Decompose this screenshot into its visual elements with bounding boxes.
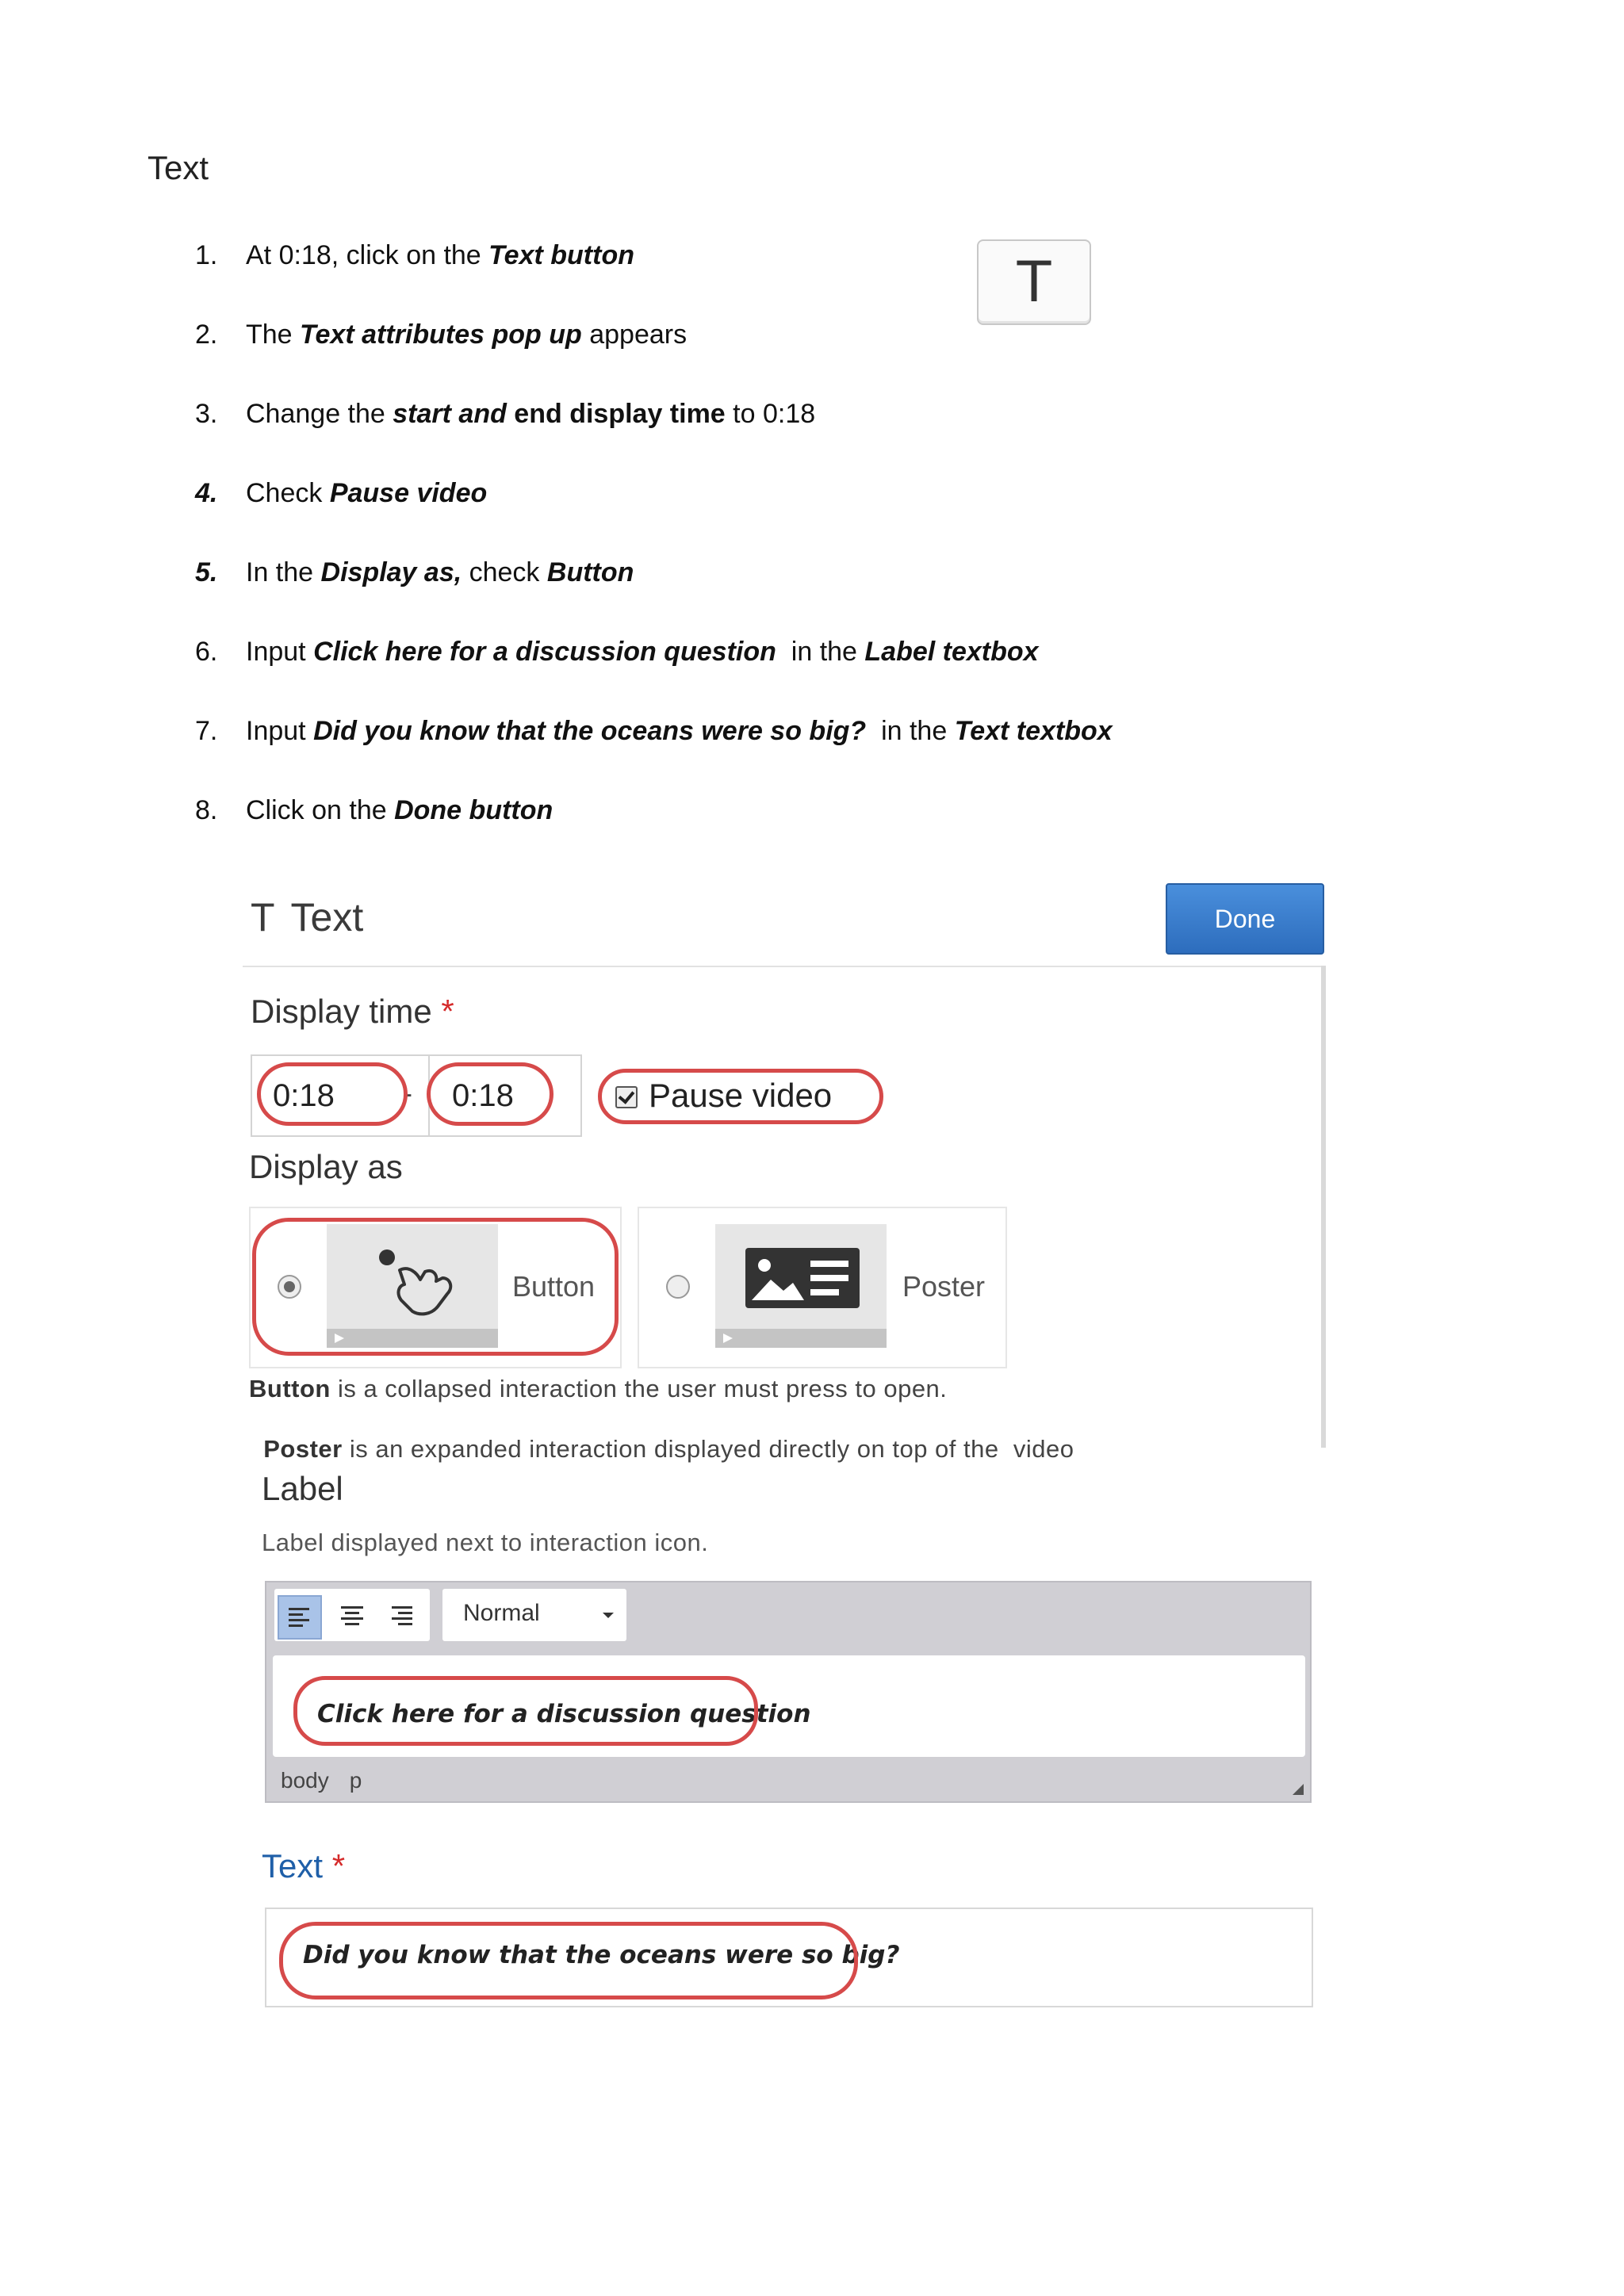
label-hint: Label displayed next to interaction icon. <box>262 1529 709 1556</box>
poster-option-label: Poster <box>902 1270 986 1303</box>
poster-description: Poster is an expanded interaction displayed directly on top of the video <box>263 1435 1074 1463</box>
step-3: 3. Change the start and end display time to 0:18 <box>195 399 816 429</box>
align-center-button[interactable] <box>331 1595 373 1636</box>
align-right-button[interactable] <box>381 1595 422 1636</box>
panel-scroll-edge <box>1321 966 1326 1448</box>
end-time-highlight <box>427 1062 553 1126</box>
thumbnail-video-bar <box>715 1329 887 1348</box>
image-text-icon <box>715 1224 887 1329</box>
display-time-label: Display time * <box>251 993 454 1030</box>
end-time-field[interactable]: 0:18 <box>428 1054 582 1137</box>
label-section-label: Label <box>262 1470 343 1507</box>
text-type-icon: T <box>251 895 275 939</box>
resize-handle-icon[interactable] <box>1293 1784 1304 1795</box>
time-separator: - <box>403 1077 412 1109</box>
alignment-group <box>274 1589 430 1641</box>
element-path: body p <box>281 1768 362 1793</box>
done-button[interactable]: Done <box>1166 883 1324 955</box>
chevron-down-icon <box>603 1613 614 1618</box>
text-tool-button[interactable] <box>977 239 1091 325</box>
step-4: 4. Check Pause video <box>195 478 488 508</box>
step-6: 6. Input Click here for a discussion question in the Label textbox <box>195 637 1039 667</box>
align-center-icon <box>341 1605 363 1627</box>
poster-thumbnail <box>715 1224 887 1348</box>
format-select[interactable]: Normal <box>442 1589 626 1641</box>
required-asterisk: * <box>441 993 454 1030</box>
step-8: 8. Click on the Done button <box>195 795 553 825</box>
align-left-icon <box>289 1606 311 1628</box>
label-content-text: Click here for a discussion question <box>317 1700 811 1728</box>
button-description: Button is a collapsed interaction the user must press to open. <box>249 1375 948 1402</box>
editor-title: T Text <box>251 895 364 939</box>
step-7: 7. Input Did you know that the oceans were so big? in the Text textbox <box>195 716 1113 746</box>
text-section-label: Text * <box>262 1847 346 1885</box>
label-content-highlight <box>293 1676 758 1746</box>
title-divider <box>243 966 1326 967</box>
step-1: 1. At 0:18, click on the Text button <box>195 240 634 270</box>
button-option-highlight <box>252 1218 619 1356</box>
text-tool-icon: T <box>1017 250 1051 315</box>
label-rich-text-editor <box>265 1581 1312 1803</box>
display-as-poster-option[interactable] <box>638 1207 1007 1368</box>
text-content-value: Did you know that the oceans were so big? <box>303 1941 900 1969</box>
step-2: 2. The Text attributes pop up appears <box>195 320 688 350</box>
start-time-highlight <box>257 1062 408 1126</box>
button-option-label: Button <box>512 1270 596 1303</box>
step-5: 5. In the Display as, check Button <box>195 557 634 587</box>
start-time-field[interactable]: 0:18 <box>251 1054 436 1137</box>
align-left-button[interactable] <box>278 1595 322 1640</box>
pause-video-checkbox[interactable]: Pause video <box>615 1077 832 1115</box>
text-content-highlight <box>279 1922 858 1999</box>
align-right-icon <box>390 1605 412 1627</box>
pause-video-highlight <box>598 1069 883 1124</box>
document-heading: Text <box>147 149 209 186</box>
display-as-label: Display as <box>249 1148 403 1185</box>
radio-unselected[interactable] <box>666 1275 690 1299</box>
required-asterisk: * <box>331 1847 346 1885</box>
